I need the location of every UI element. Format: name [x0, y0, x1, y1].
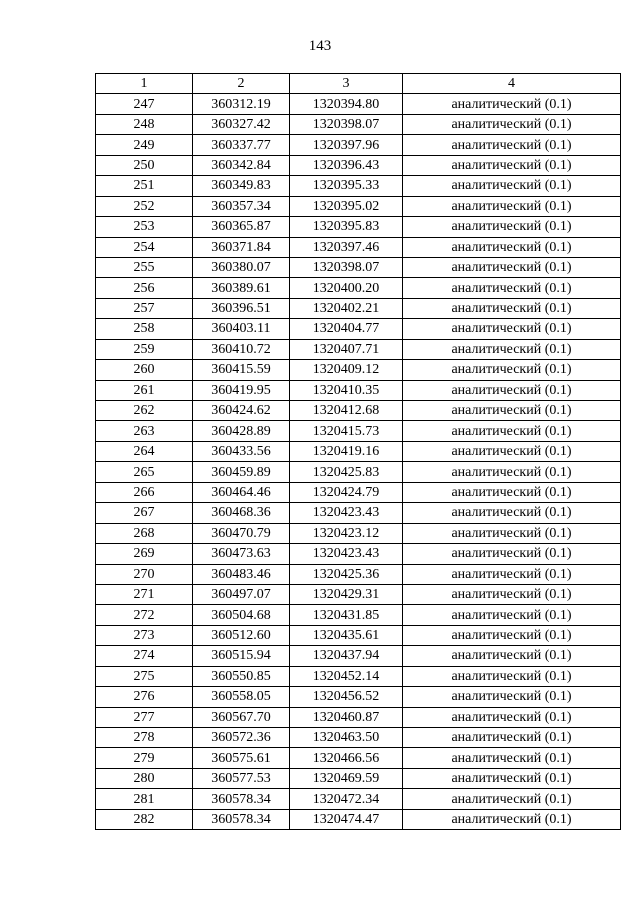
- point-number-cell: 253: [96, 217, 193, 237]
- y-coordinate-cell: 1320423.12: [290, 523, 403, 543]
- x-coordinate-cell: 360550.85: [193, 666, 290, 686]
- x-coordinate-cell: 360459.89: [193, 462, 290, 482]
- method-cell: аналитический (0.1): [403, 176, 621, 196]
- point-number-cell: 259: [96, 339, 193, 359]
- y-coordinate-cell: 1320435.61: [290, 625, 403, 645]
- method-cell: аналитический (0.1): [403, 564, 621, 584]
- method-cell: аналитический (0.1): [403, 687, 621, 707]
- table-row: [96, 482, 621, 502]
- point-number-cell: 274: [96, 646, 193, 666]
- x-coordinate-cell: 360578.34: [193, 789, 290, 809]
- header-row: [96, 74, 621, 94]
- point-number-cell: 281: [96, 789, 193, 809]
- x-coordinate-cell: 360577.53: [193, 768, 290, 788]
- method-cell: аналитический (0.1): [403, 666, 621, 686]
- y-coordinate-cell: 1320429.31: [290, 584, 403, 604]
- point-number-cell: 277: [96, 707, 193, 727]
- table-row: [96, 360, 621, 380]
- y-coordinate-cell: 1320425.36: [290, 564, 403, 584]
- method-cell: аналитический (0.1): [403, 462, 621, 482]
- method-cell: аналитический (0.1): [403, 625, 621, 645]
- table-row: [96, 441, 621, 461]
- point-number-cell: 278: [96, 728, 193, 748]
- point-number-cell: 282: [96, 809, 193, 829]
- method-cell: аналитический (0.1): [403, 748, 621, 768]
- table-row: [96, 319, 621, 339]
- method-cell: аналитический (0.1): [403, 298, 621, 318]
- y-coordinate-cell: 1320396.43: [290, 155, 403, 175]
- y-coordinate-cell: 1320423.43: [290, 503, 403, 523]
- method-cell: аналитический (0.1): [403, 401, 621, 421]
- method-cell: аналитический (0.1): [403, 380, 621, 400]
- y-coordinate-cell: 1320402.21: [290, 298, 403, 318]
- table-row: [96, 155, 621, 175]
- method-cell: аналитический (0.1): [403, 523, 621, 543]
- table-row: [96, 196, 621, 216]
- table-body: [96, 94, 621, 830]
- x-coordinate-cell: 360365.87: [193, 217, 290, 237]
- point-number-cell: 255: [96, 257, 193, 277]
- method-cell: аналитический (0.1): [403, 257, 621, 277]
- y-coordinate-cell: 1320397.46: [290, 237, 403, 257]
- x-coordinate-cell: 360497.07: [193, 584, 290, 604]
- method-cell: аналитический (0.1): [403, 809, 621, 829]
- y-coordinate-cell: 1320437.94: [290, 646, 403, 666]
- method-cell: аналитический (0.1): [403, 503, 621, 523]
- table-row: [96, 564, 621, 584]
- point-number-cell: 263: [96, 421, 193, 441]
- point-number-cell: 258: [96, 319, 193, 339]
- method-cell: аналитический (0.1): [403, 360, 621, 380]
- y-coordinate-cell: 1320415.73: [290, 421, 403, 441]
- method-cell: аналитический (0.1): [403, 135, 621, 155]
- y-coordinate-cell: 1320466.56: [290, 748, 403, 768]
- point-number-cell: 273: [96, 625, 193, 645]
- x-coordinate-cell: 360575.61: [193, 748, 290, 768]
- page-number: 143: [308, 38, 332, 54]
- y-coordinate-cell: 1320412.68: [290, 401, 403, 421]
- y-coordinate-cell: 1320431.85: [290, 605, 403, 625]
- method-cell: аналитический (0.1): [403, 319, 621, 339]
- table-row: [96, 135, 621, 155]
- x-coordinate-cell: 360415.59: [193, 360, 290, 380]
- x-coordinate-cell: 360464.46: [193, 482, 290, 502]
- table-row: [96, 462, 621, 482]
- y-coordinate-cell: 1320398.07: [290, 257, 403, 277]
- point-number-cell: 269: [96, 544, 193, 564]
- x-coordinate-cell: 360357.34: [193, 196, 290, 216]
- table-row: [96, 707, 621, 727]
- y-coordinate-cell: 1320398.07: [290, 114, 403, 134]
- table-row: [96, 401, 621, 421]
- header-cell-3: 3: [290, 74, 403, 94]
- x-coordinate-cell: 360396.51: [193, 298, 290, 318]
- point-number-cell: 249: [96, 135, 193, 155]
- method-cell: аналитический (0.1): [403, 707, 621, 727]
- y-coordinate-cell: 1320407.71: [290, 339, 403, 359]
- point-number-cell: 247: [96, 94, 193, 114]
- y-coordinate-cell: 1320409.12: [290, 360, 403, 380]
- x-coordinate-cell: 360403.11: [193, 319, 290, 339]
- y-coordinate-cell: 1320394.80: [290, 94, 403, 114]
- y-coordinate-cell: 1320395.33: [290, 176, 403, 196]
- y-coordinate-cell: 1320404.77: [290, 319, 403, 339]
- table-row: [96, 748, 621, 768]
- y-coordinate-cell: 1320474.47: [290, 809, 403, 829]
- x-coordinate-cell: 360470.79: [193, 523, 290, 543]
- x-coordinate-cell: 360468.36: [193, 503, 290, 523]
- point-number-cell: 266: [96, 482, 193, 502]
- table-row: [96, 605, 621, 625]
- x-coordinate-cell: 360572.36: [193, 728, 290, 748]
- method-cell: аналитический (0.1): [403, 789, 621, 809]
- point-number-cell: 271: [96, 584, 193, 604]
- y-coordinate-cell: 1320423.43: [290, 544, 403, 564]
- table-row: [96, 114, 621, 134]
- point-number-cell: 252: [96, 196, 193, 216]
- method-cell: аналитический (0.1): [403, 155, 621, 175]
- x-coordinate-cell: 360389.61: [193, 278, 290, 298]
- method-cell: аналитический (0.1): [403, 441, 621, 461]
- table-row: [96, 584, 621, 604]
- point-number-cell: 248: [96, 114, 193, 134]
- x-coordinate-cell: 360512.60: [193, 625, 290, 645]
- point-number-cell: 268: [96, 523, 193, 543]
- y-coordinate-cell: 1320463.50: [290, 728, 403, 748]
- point-number-cell: 270: [96, 564, 193, 584]
- table-row: [96, 257, 621, 277]
- x-coordinate-cell: 360342.84: [193, 155, 290, 175]
- method-cell: аналитический (0.1): [403, 196, 621, 216]
- coordinates-table: [95, 73, 621, 830]
- table-row: [96, 625, 621, 645]
- method-cell: аналитический (0.1): [403, 728, 621, 748]
- y-coordinate-cell: 1320456.52: [290, 687, 403, 707]
- point-number-cell: 257: [96, 298, 193, 318]
- table-row: [96, 544, 621, 564]
- x-coordinate-cell: 360327.42: [193, 114, 290, 134]
- y-coordinate-cell: 1320410.35: [290, 380, 403, 400]
- table-row: [96, 789, 621, 809]
- method-cell: аналитический (0.1): [403, 482, 621, 502]
- table-row: [96, 237, 621, 257]
- x-coordinate-cell: 360419.95: [193, 380, 290, 400]
- y-coordinate-cell: 1320400.20: [290, 278, 403, 298]
- x-coordinate-cell: 360380.07: [193, 257, 290, 277]
- x-coordinate-cell: 360433.56: [193, 441, 290, 461]
- header-cell-1: 1: [96, 74, 193, 94]
- point-number-cell: 265: [96, 462, 193, 482]
- point-number-cell: 264: [96, 441, 193, 461]
- method-cell: аналитический (0.1): [403, 605, 621, 625]
- y-coordinate-cell: 1320469.59: [290, 768, 403, 788]
- point-number-cell: 280: [96, 768, 193, 788]
- x-coordinate-cell: 360428.89: [193, 421, 290, 441]
- point-number-cell: 267: [96, 503, 193, 523]
- table-row: [96, 728, 621, 748]
- table-row: [96, 380, 621, 400]
- point-number-cell: 261: [96, 380, 193, 400]
- y-coordinate-cell: 1320395.02: [290, 196, 403, 216]
- table-row: [96, 278, 621, 298]
- y-coordinate-cell: 1320425.83: [290, 462, 403, 482]
- table-row: [96, 176, 621, 196]
- method-cell: аналитический (0.1): [403, 584, 621, 604]
- table-row: [96, 298, 621, 318]
- y-coordinate-cell: 1320419.16: [290, 441, 403, 461]
- x-coordinate-cell: 360483.46: [193, 564, 290, 584]
- method-cell: аналитический (0.1): [403, 114, 621, 134]
- x-coordinate-cell: 360337.77: [193, 135, 290, 155]
- method-cell: аналитический (0.1): [403, 278, 621, 298]
- table-row: [96, 339, 621, 359]
- table-row: [96, 217, 621, 237]
- y-coordinate-cell: 1320460.87: [290, 707, 403, 727]
- y-coordinate-cell: 1320395.83: [290, 217, 403, 237]
- table-header: [96, 74, 621, 94]
- point-number-cell: 275: [96, 666, 193, 686]
- method-cell: аналитический (0.1): [403, 421, 621, 441]
- point-number-cell: 256: [96, 278, 193, 298]
- x-coordinate-cell: 360473.63: [193, 544, 290, 564]
- y-coordinate-cell: 1320452.14: [290, 666, 403, 686]
- header-cell-2: 2: [193, 74, 290, 94]
- point-number-cell: 272: [96, 605, 193, 625]
- table-row: [96, 503, 621, 523]
- point-number-cell: 254: [96, 237, 193, 257]
- x-coordinate-cell: 360504.68: [193, 605, 290, 625]
- point-number-cell: 251: [96, 176, 193, 196]
- method-cell: аналитический (0.1): [403, 544, 621, 564]
- x-coordinate-cell: 360558.05: [193, 687, 290, 707]
- x-coordinate-cell: 360349.83: [193, 176, 290, 196]
- point-number-cell: 260: [96, 360, 193, 380]
- y-coordinate-cell: 1320424.79: [290, 482, 403, 502]
- x-coordinate-cell: 360371.84: [193, 237, 290, 257]
- point-number-cell: 250: [96, 155, 193, 175]
- x-coordinate-cell: 360312.19: [193, 94, 290, 114]
- table-row: [96, 666, 621, 686]
- y-coordinate-cell: 1320472.34: [290, 789, 403, 809]
- point-number-cell: 276: [96, 687, 193, 707]
- header-cell-4: 4: [403, 74, 621, 94]
- table-row: [96, 687, 621, 707]
- table-row: [96, 768, 621, 788]
- method-cell: аналитический (0.1): [403, 768, 621, 788]
- x-coordinate-cell: 360567.70: [193, 707, 290, 727]
- method-cell: аналитический (0.1): [403, 646, 621, 666]
- table-row: [96, 94, 621, 114]
- x-coordinate-cell: 360410.72: [193, 339, 290, 359]
- x-coordinate-cell: 360578.34: [193, 809, 290, 829]
- point-number-cell: 279: [96, 748, 193, 768]
- method-cell: аналитический (0.1): [403, 339, 621, 359]
- point-number-cell: 262: [96, 401, 193, 421]
- method-cell: аналитический (0.1): [403, 94, 621, 114]
- y-coordinate-cell: 1320397.96: [290, 135, 403, 155]
- table-row: [96, 421, 621, 441]
- x-coordinate-cell: 360424.62: [193, 401, 290, 421]
- method-cell: аналитический (0.1): [403, 217, 621, 237]
- method-cell: аналитический (0.1): [403, 237, 621, 257]
- table-row: [96, 809, 621, 829]
- x-coordinate-cell: 360515.94: [193, 646, 290, 666]
- table-row: [96, 523, 621, 543]
- table-row: [96, 646, 621, 666]
